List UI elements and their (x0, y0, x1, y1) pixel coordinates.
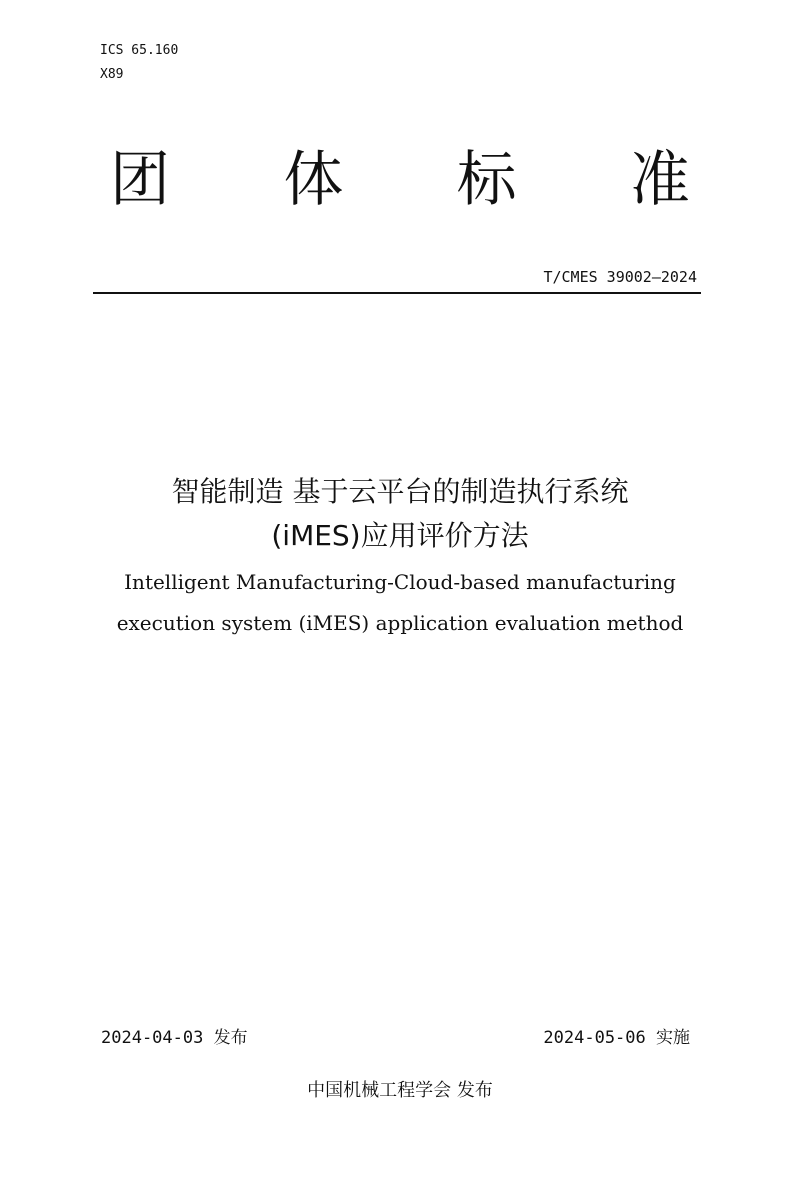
standard-type-char-2: 体 (283, 145, 344, 215)
classification-code: X89 (100, 67, 124, 82)
title-en-line-2: execution system (iMES) application evaluation method (116, 611, 684, 635)
implementation-date: 2024-05-06 实施 (543, 1028, 690, 1048)
standard-number: T/CMES 39002—2024 (543, 268, 697, 286)
standard-type-char-1: 团 (110, 145, 170, 215)
header-divider (93, 292, 701, 294)
standard-type-heading (100, 140, 700, 220)
standard-type-char-3: 标 (456, 145, 517, 215)
publisher: 中国机械工程学会 发布 (307, 1080, 493, 1101)
title-cn-line-2: (iMES)应用评价方法 (271, 519, 529, 552)
title-en-line-1: Intelligent Manufacturing-Cloud-based manufacturing (124, 570, 676, 594)
title-block (80, 470, 720, 644)
ics-code: ICS 65.160 (100, 43, 179, 58)
issue-date: 2024-04-03 发布 (101, 1028, 248, 1048)
title-cn-line-1: 智能制造 基于云平台的制造执行系统 (171, 475, 629, 508)
standard-type-char-4: 准 (629, 145, 690, 215)
